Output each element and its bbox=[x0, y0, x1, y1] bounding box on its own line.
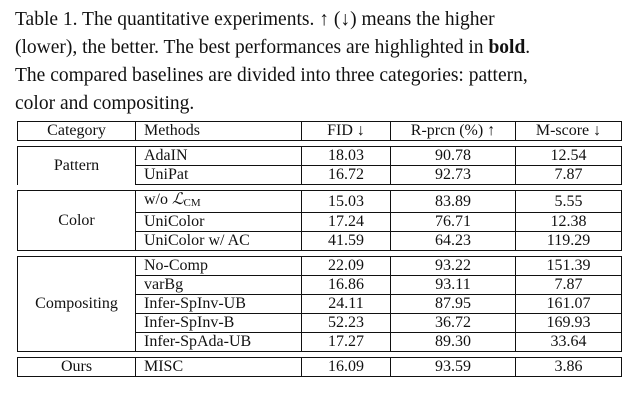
header-rprcn: R-prcn (%) ↑ bbox=[391, 122, 516, 141]
fid-cell: 24.11 bbox=[302, 295, 391, 314]
mscore-cell: 169.93 bbox=[516, 314, 622, 333]
caption-bold-word: bold bbox=[488, 37, 526, 58]
rprcn-cell: 90.78 bbox=[391, 147, 516, 166]
rprcn-cell: 89.30 bbox=[391, 333, 516, 352]
mscore-cell: 161.07 bbox=[516, 295, 622, 314]
method-cell: UniPat bbox=[136, 166, 302, 185]
mscore-cell: 5.55 bbox=[516, 191, 622, 213]
method-cell: Infer-SpAda-UB bbox=[136, 333, 302, 352]
method-cell: varBg bbox=[136, 276, 302, 295]
fid-cell: 16.72 bbox=[302, 166, 391, 185]
mscore-cell: 119.29 bbox=[516, 232, 622, 251]
header-methods: Methods bbox=[136, 122, 302, 141]
category-compositing: Compositing bbox=[18, 257, 136, 352]
method-cell bbox=[136, 191, 302, 213]
header-mscore: M-score ↓ bbox=[516, 122, 622, 141]
mscore-cell: 7.87 bbox=[516, 166, 622, 185]
caption-line-2-pre: (lower), the better. The best performances are highlighted in bbox=[15, 37, 489, 58]
method-cell: Infer-SpInv-UB bbox=[136, 295, 302, 314]
mscore-cell: 151.39 bbox=[516, 257, 622, 276]
table-row bbox=[18, 147, 622, 166]
rprcn-cell: 93.11 bbox=[391, 276, 516, 295]
fid-cell: 17.27 bbox=[302, 333, 391, 352]
fid-cell: 22.09 bbox=[302, 257, 391, 276]
fid-cell: 41.59 bbox=[302, 232, 391, 251]
rprcn-cell: 83.89 bbox=[391, 191, 516, 213]
fid-cell-best: 15.03 bbox=[302, 191, 391, 213]
category-ours: Ours bbox=[18, 358, 136, 377]
caption-line-1: Table 1. The quantitative experiments. ↑ (↓) means the higher bbox=[15, 9, 495, 30]
caption-line-3: The compared baselines are divided into three categories: pattern, bbox=[15, 65, 528, 86]
rprcn-cell: 87.95 bbox=[391, 295, 516, 314]
method-cell: UniColor w/ AC bbox=[136, 232, 302, 251]
category-pattern: Pattern bbox=[18, 147, 136, 185]
loss-subscript: CM bbox=[183, 197, 201, 209]
fid-cell: 18.03 bbox=[302, 147, 391, 166]
rprcn-cell-best: 93.59 bbox=[391, 358, 516, 377]
caption-line-4: color and compositing. bbox=[15, 93, 195, 114]
method-cell: UniColor bbox=[136, 213, 302, 232]
rprcn-cell: 64.23 bbox=[391, 232, 516, 251]
mscore-cell-best: 3.86 bbox=[516, 358, 622, 377]
table-row bbox=[18, 191, 622, 213]
results-table bbox=[17, 121, 622, 377]
method-cell: AdaIN bbox=[136, 147, 302, 166]
category-color: Color bbox=[18, 191, 136, 251]
table-caption bbox=[15, 6, 615, 118]
method-cell: MISC bbox=[136, 358, 302, 377]
method-cell: No-Comp bbox=[136, 257, 302, 276]
rprcn-cell: 92.73 bbox=[391, 166, 516, 185]
table-header-row bbox=[18, 122, 622, 141]
mscore-cell: 12.38 bbox=[516, 213, 622, 232]
caption-line-2-post: . bbox=[525, 37, 531, 58]
mscore-cell: 12.54 bbox=[516, 147, 622, 166]
mscore-cell: 7.87 bbox=[516, 276, 622, 295]
loss-symbol: ℒ bbox=[172, 191, 184, 208]
rprcn-cell: 93.22 bbox=[391, 257, 516, 276]
header-fid: FID ↓ bbox=[302, 122, 391, 141]
fid-cell: 52.23 bbox=[302, 314, 391, 333]
table-row bbox=[18, 358, 622, 377]
header-category: Category bbox=[18, 122, 136, 141]
rprcn-cell: 76.71 bbox=[391, 213, 516, 232]
fid-cell: 16.86 bbox=[302, 276, 391, 295]
rprcn-cell: 36.72 bbox=[391, 314, 516, 333]
fid-cell: 17.24 bbox=[302, 213, 391, 232]
table-row bbox=[18, 257, 622, 276]
mscore-cell: 33.64 bbox=[516, 333, 622, 352]
method-cell: Infer-SpInv-B bbox=[136, 314, 302, 333]
method-prefix: w/o bbox=[144, 191, 172, 208]
fid-cell: 16.09 bbox=[302, 358, 391, 377]
